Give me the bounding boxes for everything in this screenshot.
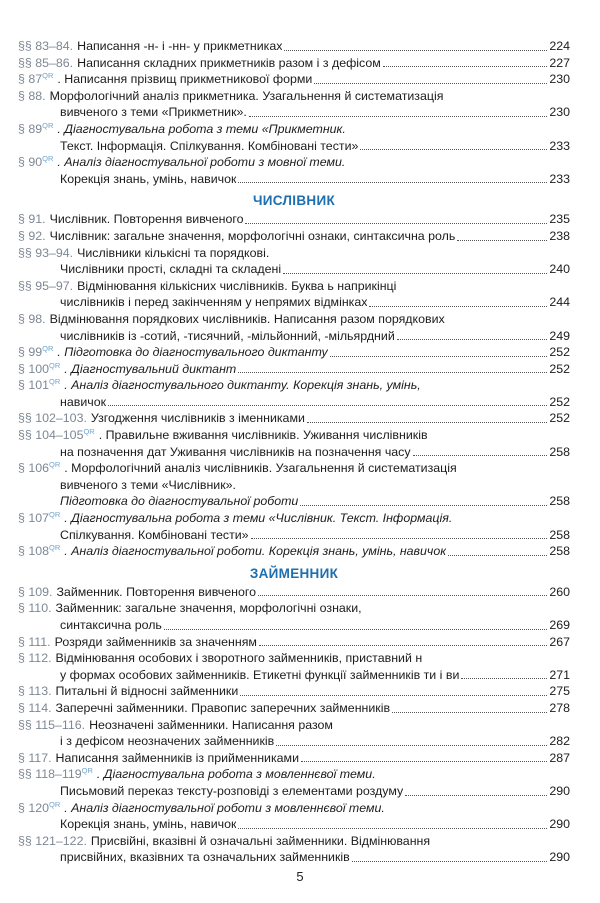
toc-entry-title: Спілкування. Комбіновані тести» bbox=[60, 527, 249, 542]
toc-entry-line[interactable] bbox=[18, 88, 570, 105]
toc-page-number: 290 bbox=[549, 783, 570, 798]
toc-entry-line[interactable] bbox=[18, 783, 570, 800]
dot-leader bbox=[397, 339, 548, 340]
toc-entry-title: . Аналіз діагностувальної роботи з мовленнєвої теми. bbox=[64, 800, 385, 815]
qr-marker: QR bbox=[83, 426, 95, 436]
toc-entry-line[interactable] bbox=[18, 683, 570, 700]
section-number-text: § 107 bbox=[18, 511, 50, 526]
section-number bbox=[18, 766, 93, 783]
toc-entry-line[interactable] bbox=[18, 700, 570, 717]
toc-entry-line[interactable] bbox=[18, 650, 570, 667]
section-number-text: § 87 bbox=[18, 72, 43, 87]
section-number bbox=[18, 833, 87, 850]
section-number bbox=[18, 700, 52, 717]
toc-entry-title: Числівники кількісні та порядкові. bbox=[77, 245, 270, 260]
toc-page-number: 267 bbox=[549, 634, 570, 649]
toc-page-number: 252 bbox=[549, 345, 570, 360]
toc-entry-line[interactable] bbox=[18, 171, 570, 188]
toc-page-number: 269 bbox=[549, 618, 570, 632]
toc-entry-title: Відмінювання порядкових числівників. Написання разом порядкових bbox=[49, 311, 445, 326]
section-number-text: §§ 104–105 bbox=[18, 428, 84, 443]
section-number bbox=[18, 460, 60, 477]
section-number bbox=[18, 427, 95, 444]
qr-marker: QR bbox=[81, 766, 93, 776]
toc-entry-line[interactable] bbox=[18, 71, 570, 88]
toc-entry-line[interactable] bbox=[18, 849, 570, 866]
section-number bbox=[18, 361, 60, 378]
toc-entry-line[interactable] bbox=[18, 600, 570, 617]
section-number bbox=[18, 154, 53, 171]
toc-entry-line[interactable] bbox=[18, 667, 570, 684]
section-number-text: § 91. bbox=[18, 212, 46, 227]
toc-entry-line[interactable] bbox=[18, 138, 570, 155]
toc-entry-title: . Правильне вживання числівників. Уживання числівників bbox=[98, 428, 428, 443]
section-number bbox=[18, 228, 46, 245]
section-number-text: § 111. bbox=[18, 634, 51, 649]
toc-entry-line[interactable] bbox=[18, 493, 570, 510]
section-number bbox=[18, 600, 52, 617]
toc-entry-line[interactable] bbox=[18, 733, 570, 750]
section-number bbox=[18, 683, 52, 700]
toc-entry-title: . Морфологічний аналіз числівників. Узагальнення й систематизація bbox=[64, 461, 457, 476]
toc-page-number: 278 bbox=[549, 700, 570, 715]
toc-entry-line[interactable] bbox=[18, 294, 570, 311]
toc-entry-title: Написання -н- і -нн- у прикметниках bbox=[77, 39, 283, 53]
section-number-text: § 88. bbox=[18, 88, 46, 103]
qr-marker: QR bbox=[49, 509, 61, 519]
toc-page-number: 260 bbox=[549, 584, 570, 599]
section-heading: ЧИСЛІВНИК bbox=[253, 193, 335, 209]
dot-leader bbox=[461, 678, 547, 679]
section-heading: ЗАЙМЕННИК bbox=[249, 565, 339, 581]
toc-entry-line[interactable] bbox=[18, 634, 570, 651]
toc-page-number: 230 bbox=[549, 105, 570, 120]
toc-entry-title: Числівник: загальне значення, морфологічні ознаки, синтаксична роль bbox=[49, 228, 456, 243]
qr-marker: QR bbox=[42, 71, 54, 81]
dot-leader bbox=[307, 422, 547, 423]
section-number bbox=[18, 634, 51, 651]
section-number bbox=[18, 584, 52, 601]
toc-entry-title: Корекція знань, умінь, навичок bbox=[60, 171, 237, 186]
section-number bbox=[18, 71, 53, 88]
toc-entry-line[interactable] bbox=[18, 311, 570, 328]
dot-leader bbox=[369, 306, 547, 307]
table-of-contents bbox=[18, 38, 570, 866]
dot-leader bbox=[392, 712, 547, 713]
dot-leader bbox=[383, 66, 548, 67]
section-number-text: § 109. bbox=[18, 584, 53, 599]
toc-entry-line[interactable] bbox=[18, 38, 570, 55]
toc-entry-title: Займенник. Повторення вивченого bbox=[56, 584, 256, 599]
dot-leader bbox=[413, 455, 548, 456]
section-number-text: § 92. bbox=[18, 228, 46, 243]
section-number bbox=[18, 543, 60, 560]
section-number bbox=[18, 510, 60, 527]
dot-leader bbox=[249, 116, 547, 117]
dot-leader bbox=[258, 595, 547, 596]
dot-leader bbox=[352, 861, 548, 862]
toc-page-number: 290 bbox=[549, 817, 570, 832]
toc-entry-line[interactable] bbox=[18, 584, 570, 601]
toc-page-number: 249 bbox=[549, 328, 570, 343]
toc-entry-title: Підготовка до діагностувальної роботи bbox=[60, 494, 299, 509]
toc-page-number: 271 bbox=[549, 667, 570, 682]
toc-entry-title: Узгодження числівників з іменниками bbox=[90, 411, 305, 426]
dot-leader bbox=[314, 83, 547, 84]
toc-entry-line[interactable] bbox=[18, 543, 570, 560]
toc-entry-line[interactable] bbox=[18, 833, 570, 850]
toc-entry-line[interactable] bbox=[18, 328, 570, 345]
section-number bbox=[18, 245, 73, 262]
qr-marker: QR bbox=[49, 460, 61, 470]
toc-entry-title: Неозначені займенники. Написання разом bbox=[89, 717, 333, 732]
section-number-text: § 89 bbox=[18, 121, 43, 136]
toc-entry-title: Відмінювання особових і зворотного займенників, приставний н bbox=[55, 651, 423, 666]
toc-entry-line[interactable] bbox=[18, 278, 570, 295]
toc-entry-title: Письмовий переказ тексту-розповіді з елементами роздуму bbox=[60, 783, 404, 798]
section-number-text: § 90 bbox=[18, 155, 43, 170]
section-number-text: § 113. bbox=[18, 684, 52, 699]
toc-entry-title: на позначення дат Уживання числівників на позначення часу bbox=[60, 444, 411, 459]
toc-entry-title: . Діагностувальна робота з теми «Числівник. Текст. Інформація. bbox=[64, 511, 453, 526]
qr-marker: QR bbox=[49, 377, 61, 387]
toc-entry-title: Розряди займенників за значенням bbox=[54, 634, 257, 649]
section-number-text: §§ 102–103. bbox=[18, 411, 87, 426]
dot-leader bbox=[238, 372, 547, 373]
section-number bbox=[18, 88, 46, 105]
toc-entry-title: . Діагностувальна робота з мовленнєвої теми. bbox=[96, 767, 376, 782]
toc-page-number: 224 bbox=[549, 39, 570, 53]
section-number bbox=[18, 717, 85, 734]
section-number-text: §§ 85–86. bbox=[18, 55, 74, 70]
page-number: 5 bbox=[296, 869, 304, 884]
section-number bbox=[18, 410, 87, 427]
section-number-text: § 106 bbox=[18, 461, 50, 476]
toc-entry-line[interactable] bbox=[18, 344, 570, 361]
toc-entry-title: Написання складних прикметників разом і з дефісом bbox=[77, 55, 381, 70]
section-number bbox=[18, 750, 52, 767]
toc-entry-title: Морфологічний аналіз прикметника. Узагальнення й систематизація bbox=[49, 88, 444, 103]
dot-leader bbox=[448, 555, 547, 556]
toc-page-number: 240 bbox=[549, 262, 570, 277]
dot-leader bbox=[284, 50, 547, 51]
toc-entry-title: Присвійні, вказівні й означальні займенники. Відмінювання bbox=[90, 833, 431, 848]
toc-entry-title: Числівник. Повторення вивченого bbox=[49, 212, 244, 227]
toc-entry-line[interactable] bbox=[18, 245, 570, 262]
toc-entry-title: у формах особових займенників. Етикетні функції займенників ти і ви bbox=[60, 667, 460, 682]
toc-entry-line[interactable] bbox=[18, 766, 570, 783]
toc-page-number: 258 bbox=[549, 494, 570, 509]
dot-leader bbox=[283, 273, 547, 274]
toc-entry-line[interactable] bbox=[18, 55, 570, 72]
dot-leader bbox=[251, 538, 548, 539]
toc-entry-line[interactable] bbox=[18, 104, 570, 121]
toc-page-number: 252 bbox=[549, 394, 570, 409]
toc-entry-title: числівників із -сотий, -тисячний, -мільйонний, -мільярдний bbox=[60, 328, 395, 343]
dot-leader bbox=[405, 795, 547, 796]
dot-leader bbox=[301, 761, 547, 762]
section-number-text: §§ 93–94. bbox=[18, 245, 74, 260]
toc-entry-title: Відмінювання кількісних числівників. Буква ь наприкінці bbox=[77, 278, 397, 293]
toc-entry-title: . Діагностувальна робота з теми «Прикметник. bbox=[57, 121, 346, 136]
section-number bbox=[18, 377, 60, 394]
section-number bbox=[18, 211, 46, 228]
toc-entry-line[interactable] bbox=[18, 717, 570, 734]
toc-entry-line[interactable] bbox=[18, 361, 570, 378]
toc-page-number: 258 bbox=[549, 527, 570, 542]
section-number bbox=[18, 344, 53, 361]
toc-page-number: 290 bbox=[549, 850, 570, 865]
toc-entry-line[interactable] bbox=[18, 377, 570, 394]
toc-page-number: 235 bbox=[549, 212, 570, 227]
dot-leader bbox=[259, 645, 547, 646]
toc-page-number: 275 bbox=[549, 684, 570, 699]
toc-entry-title: вивченого з теми «Числівник». bbox=[60, 477, 236, 492]
toc-entry-line[interactable] bbox=[18, 510, 570, 527]
toc-entry-title: Корекція знань, умінь, навичок bbox=[60, 817, 237, 832]
toc-page-number: 252 bbox=[549, 411, 570, 426]
section-number-text: §§ 121–122. bbox=[18, 833, 87, 848]
toc-entry-title: вивченого з теми «Прикметник». bbox=[60, 105, 247, 120]
dot-leader bbox=[457, 240, 547, 241]
section-number bbox=[18, 800, 60, 817]
dot-leader bbox=[238, 182, 547, 183]
toc-entry-title: синтаксична роль bbox=[60, 618, 162, 632]
toc-entry-title: . Аналіз діагностувального диктанту. Корекція знань, умінь, bbox=[64, 378, 421, 393]
dot-leader bbox=[276, 745, 547, 746]
dot-leader bbox=[108, 405, 547, 406]
toc-page-number: 238 bbox=[549, 228, 570, 243]
dot-leader bbox=[238, 828, 547, 829]
section-number-text: §§ 118–119 bbox=[18, 767, 82, 782]
qr-marker: QR bbox=[42, 343, 54, 353]
section-number-text: § 100 bbox=[18, 361, 50, 376]
dot-leader bbox=[240, 695, 547, 696]
toc-entry-line[interactable] bbox=[18, 444, 570, 461]
qr-marker: QR bbox=[49, 799, 61, 809]
qr-marker: QR bbox=[49, 543, 61, 553]
toc-entry-title: і з дефісом неозначених займенників bbox=[60, 734, 275, 749]
toc-page-number: 252 bbox=[549, 361, 570, 376]
toc-entry-line[interactable] bbox=[18, 427, 570, 444]
section-number-text: § 114. bbox=[18, 700, 52, 715]
toc-entry-line[interactable] bbox=[18, 750, 570, 767]
section-number bbox=[18, 121, 53, 138]
toc-entry-line[interactable] bbox=[18, 527, 570, 544]
section-number-text: § 112. bbox=[18, 651, 52, 666]
toc-entry-title: Питальні й відносні займенники bbox=[55, 684, 239, 699]
toc-entry-line[interactable] bbox=[18, 121, 570, 138]
section-number-text: § 117. bbox=[18, 750, 52, 765]
toc-entry-title: . Підготовка до діагностувального диктанту bbox=[57, 345, 328, 360]
toc-page-number: 230 bbox=[549, 72, 570, 87]
toc-entry-line[interactable] bbox=[18, 228, 570, 245]
toc-entry-line[interactable] bbox=[18, 410, 570, 427]
toc-entry-title: Текст. Інформація. Спілкування. Комбіновані тести» bbox=[60, 138, 359, 153]
toc-entry-title: навичок bbox=[60, 394, 107, 409]
toc-entry-title: Написання займенників із прийменниками bbox=[55, 750, 299, 765]
section-number-text: § 98. bbox=[18, 311, 46, 326]
toc-entry-title: числівників і перед закінченням у непрямих відмінках bbox=[60, 295, 368, 310]
toc-page-number: 282 bbox=[549, 734, 570, 749]
section-number-text: § 108 bbox=[18, 544, 50, 559]
section-number-text: §§ 83–84. bbox=[18, 39, 74, 53]
toc-page-number: 244 bbox=[549, 295, 570, 310]
toc-entry-line[interactable] bbox=[18, 816, 570, 833]
qr-marker: QR bbox=[42, 154, 54, 164]
toc-page-number: 227 bbox=[549, 55, 570, 70]
toc-entry-title: . Аналіз діагностувальної роботи. Корекція знань, умінь, навичок bbox=[64, 544, 447, 559]
toc-entry-title: . Аналіз діагностувальної роботи з мовної теми. bbox=[57, 155, 346, 170]
toc-page-number: 233 bbox=[549, 171, 570, 186]
section-number-text: § 110. bbox=[18, 601, 52, 616]
toc-entry-title: . Діагностувальний диктант bbox=[64, 361, 237, 376]
section-number bbox=[18, 278, 73, 295]
section-number-text: § 99 bbox=[18, 345, 43, 360]
section-number-text: §§ 115–116. bbox=[18, 717, 86, 732]
toc-page-number: 258 bbox=[549, 544, 570, 559]
dot-leader bbox=[245, 223, 547, 224]
qr-marker: QR bbox=[49, 360, 61, 370]
dot-leader bbox=[300, 505, 547, 506]
toc-page-number: 258 bbox=[549, 444, 570, 459]
dot-leader bbox=[360, 149, 547, 150]
section-number bbox=[18, 55, 73, 72]
toc-entry-line[interactable] bbox=[18, 261, 570, 278]
toc-entry-title: Займенник: загальне значення, морфологічні ознаки, bbox=[55, 601, 362, 616]
toc-page-number: 287 bbox=[549, 750, 570, 765]
dot-leader bbox=[330, 356, 548, 357]
section-number bbox=[18, 311, 46, 328]
section-number bbox=[18, 650, 52, 667]
toc-entry-line[interactable] bbox=[18, 460, 570, 477]
toc-page-number: 233 bbox=[549, 138, 570, 153]
section-number-text: § 101 bbox=[18, 378, 50, 393]
toc-entry-line[interactable] bbox=[18, 477, 570, 494]
toc-entry-line[interactable] bbox=[18, 154, 570, 171]
section-number-text: §§ 95–97. bbox=[18, 278, 74, 293]
toc-entry-title: присвійних, вказівних та означальних займенників bbox=[60, 850, 350, 865]
toc-entry-line[interactable] bbox=[18, 394, 570, 411]
toc-entry-title: Числівники прості, складні та складені bbox=[60, 262, 282, 277]
toc-entry-title: . Написання прізвищ прикметникової форми bbox=[57, 72, 313, 87]
toc-entry-line[interactable] bbox=[18, 800, 570, 817]
toc-entry-line[interactable] bbox=[18, 617, 570, 634]
qr-marker: QR bbox=[42, 120, 54, 130]
dot-leader bbox=[164, 629, 547, 630]
toc-entry-title: Заперечні займенники. Правопис заперечних займенників bbox=[55, 700, 391, 715]
section-number-text: § 120 bbox=[18, 800, 50, 815]
toc-entry-line[interactable] bbox=[18, 211, 570, 228]
section-number bbox=[18, 38, 73, 55]
